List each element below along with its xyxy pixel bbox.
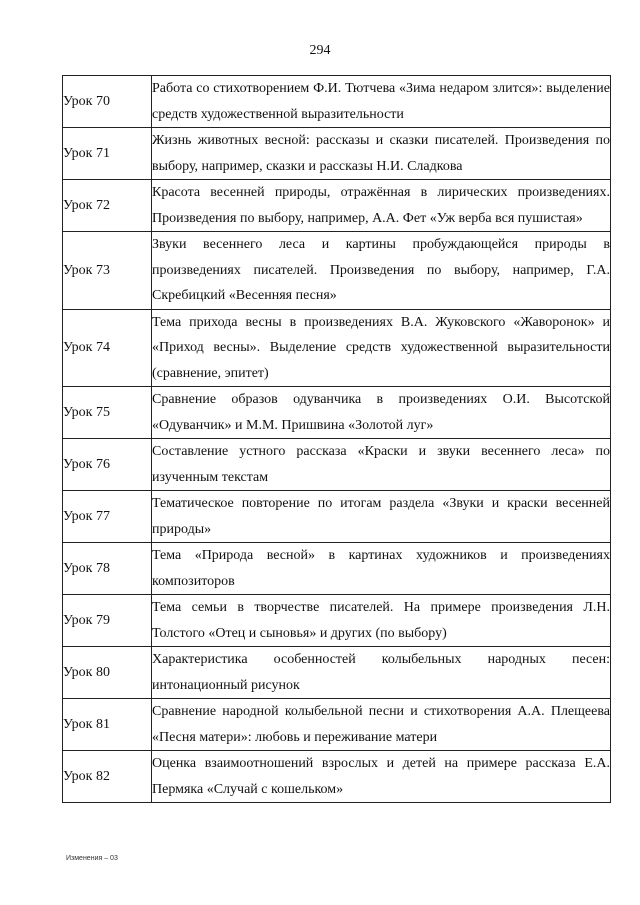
lessons-table xyxy=(62,75,611,803)
lesson-topic: Тематическое повторение по итогам раздела «Звуки и краски весенней природы» xyxy=(152,491,611,543)
lesson-topic: Тема семьи в творчестве писателей. На примере произведения Л.Н. Толстого «Отец и сыновья» и других (по выбору) xyxy=(152,595,611,647)
table-row xyxy=(63,751,611,803)
footer-revision-note: Изменения – 03 xyxy=(66,855,118,862)
lesson-number: Урок 75 xyxy=(63,387,152,439)
lesson-topic: Оценка взаимоотношений взрослых и детей на примере рассказа Е.А. Пермяка «Случай с кошельком» xyxy=(152,751,611,803)
lesson-topic: Сравнение образов одуванчика в произведениях О.И. Высотской «Одуванчик» и М.М. Пришвина «Золотой луг» xyxy=(152,387,611,439)
table-row xyxy=(63,595,611,647)
table-row xyxy=(63,128,611,180)
lesson-number: Урок 71 xyxy=(63,128,152,180)
table-row xyxy=(63,309,611,387)
lesson-topic: Жизнь животных весной: рассказы и сказки писателей. Произведения по выбору, например, сказки и рассказы Н.И. Сладкова xyxy=(152,128,611,180)
table-row xyxy=(63,699,611,751)
lesson-number: Урок 73 xyxy=(63,232,152,310)
lesson-number: Урок 70 xyxy=(63,76,152,128)
table-row xyxy=(63,232,611,310)
lesson-number: Урок 80 xyxy=(63,647,152,699)
lesson-topic: Сравнение народной колыбельной песни и стихотворения А.А. Плещеева «Песня матери»: любовь и переживание матери xyxy=(152,699,611,751)
table-row xyxy=(63,491,611,543)
lesson-topic: Характеристика особенностей колыбельных народных песен: интонационный рисунок xyxy=(152,647,611,699)
lesson-number: Урок 74 xyxy=(63,309,152,387)
table-row xyxy=(63,439,611,491)
lesson-number: Урок 82 xyxy=(63,751,152,803)
lesson-number: Урок 76 xyxy=(63,439,152,491)
table-row xyxy=(63,180,611,232)
lesson-number: Урок 79 xyxy=(63,595,152,647)
lesson-topic: Тема «Природа весной» в картинах художников и произведениях композиторов xyxy=(152,543,611,595)
table-row xyxy=(63,76,611,128)
lesson-topic: Составление устного рассказа «Краски и звуки весеннего леса» по изученным текстам xyxy=(152,439,611,491)
lesson-number: Урок 78 xyxy=(63,543,152,595)
page-number: 294 xyxy=(309,43,331,58)
lesson-topic: Тема прихода весны в произведениях В.А. Жуковского «Жаворонок» и «Приход весны». Выделение средств художественной выразительности (сравнение, эпитет) xyxy=(152,309,611,387)
lesson-topic: Красота весенней природы, отражённая в лирических произведениях. Произведения по выбору, например, А.А. Фет «Уж верба вся пушистая» xyxy=(152,180,611,232)
lesson-topic: Звуки весеннего леса и картины пробуждающейся природы в произведениях писателей. Произведения по выбору, например, Г.А. Скребицкий «Весенняя песня» xyxy=(152,232,611,310)
lesson-number: Урок 72 xyxy=(63,180,152,232)
lesson-number: Урок 81 xyxy=(63,699,152,751)
table-row xyxy=(63,543,611,595)
lesson-topic: Работа со стихотворением Ф.И. Тютчева «Зима недаром злится»: выделение средств художественной выразительности xyxy=(152,76,611,128)
table-row xyxy=(63,647,611,699)
table-row xyxy=(63,387,611,439)
lesson-number: Урок 77 xyxy=(63,491,152,543)
